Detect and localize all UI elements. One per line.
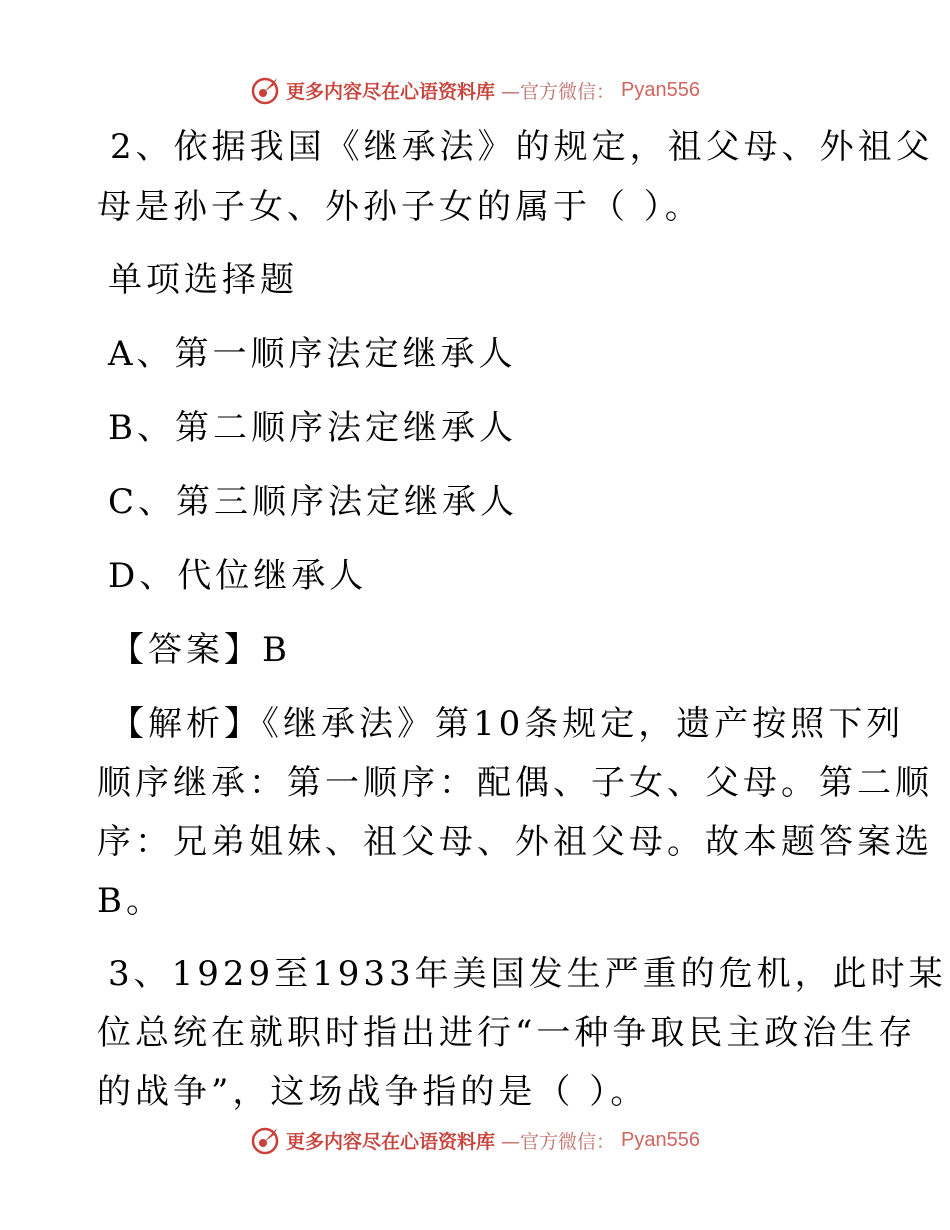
watermark-separator-text: —官方微信： [501,1130,616,1153]
option-d: D、代位继承人 [108,556,368,596]
watermark-promo-text: 更多内容尽在心语资料库 [286,1130,496,1153]
footer-watermark [0,1120,950,1160]
question3-line1: 3、1929至1933年美国发生严重的危机，此时某 [108,954,947,994]
answer: 【答案】B [110,630,291,670]
question2-line2: 母是孙子女、外孙子女的属于（ ）。 [97,187,703,227]
analysis-line1: 【解析】《继承法》第10条规定，遗产按照下列 [110,704,905,744]
watermark-account-text: Pyan556 [621,1128,700,1151]
option-c: C、第三顺序法定继承人 [108,482,519,522]
question3-line2: 位总统在就职时指出进行“一种争取民主政治生存 [97,1013,917,1053]
analysis-line4: B。 [97,881,164,921]
quill-logo-icon [250,75,280,105]
question2-type: 单项选择题 [108,260,298,300]
question2-line1: 2、依据我国《继承法》的规定，祖父母、外祖父 [110,127,934,167]
question3-line3: 的战争”，这场战争指的是（ ）。 [97,1072,649,1112]
header-watermark [0,70,950,110]
analysis-line3: 序：兄弟姐妹、祖父母、外祖父母。故本题答案选 [97,822,933,862]
analysis-line2: 顺序继承：第一顺序：配偶、子女、父母。第二顺 [97,763,933,803]
watermark-promo-text: 更多内容尽在心语资料库 [286,80,496,103]
watermark-account-text: Pyan556 [621,78,700,101]
quill-logo-icon [250,1125,280,1155]
option-a: A、第一顺序法定继承人 [108,334,517,374]
option-b: B、第二顺序法定继承人 [108,408,517,448]
watermark-separator-text: —官方微信： [501,80,616,103]
